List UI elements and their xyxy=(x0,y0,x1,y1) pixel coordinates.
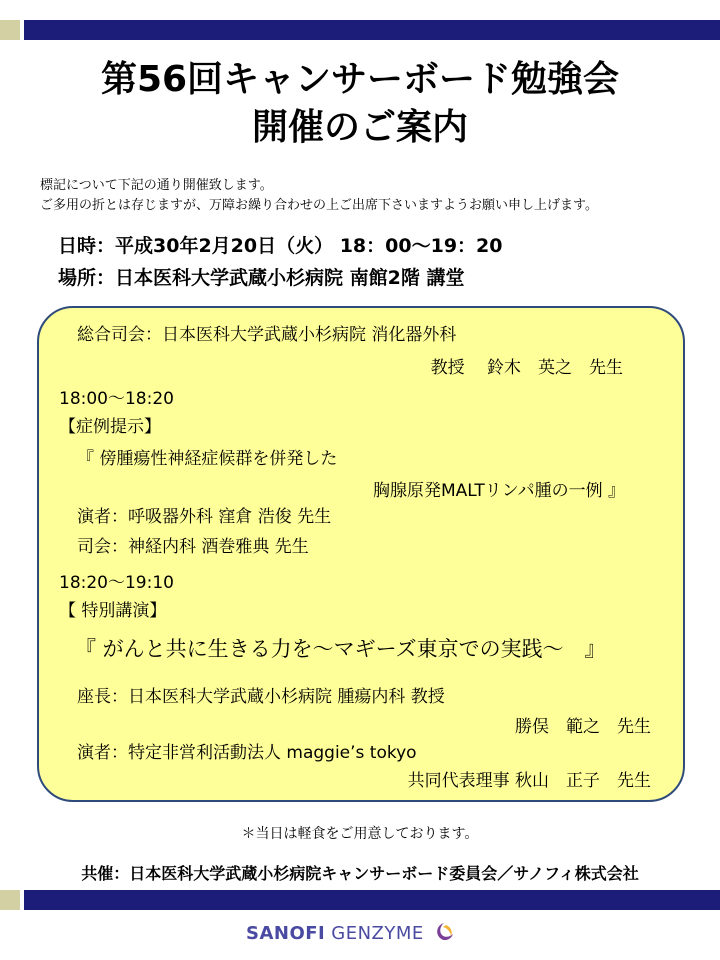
logo-brand-sanofi: SANOFI xyxy=(246,922,326,944)
session1-speaker: 演者：呼吸器外科 窪倉 浩俊 先生 xyxy=(77,507,332,527)
logo-brand-genzyme: GENZYME xyxy=(331,922,424,944)
event-datetime: 日時：平成30年2月20日（火） 18：00～19：20 xyxy=(58,235,503,257)
bar-navy-strip xyxy=(24,20,720,40)
cohost-line: 共催：日本医科大学武蔵小杉病院キャンサーボード委員会／サノフィ株式会社 xyxy=(81,864,639,883)
program-box xyxy=(37,306,685,802)
session1-title-line1: 『 傍腫瘍性神経症候群を併発した xyxy=(77,449,338,469)
page-title-line2: 開催のご案内 xyxy=(251,107,468,148)
refreshments-note: ＊当日は軽食をご用意しております。 xyxy=(241,826,479,842)
session1-time: 18:00～18:20 xyxy=(59,389,174,409)
bar-accent-square xyxy=(0,20,20,40)
sanofi-swirl-icon xyxy=(432,921,456,945)
top-decoration-bar xyxy=(0,20,720,40)
session1-label: 【症例提示】 xyxy=(59,417,161,437)
session2-speaker: 演者：特定非営利活動法人 maggie’s tokyo xyxy=(77,743,417,763)
session1-chair: 司会：神経内科 酒巻雅典 先生 xyxy=(77,537,309,557)
page-title-line1: 第56回キャンサーボード勉強会 xyxy=(100,59,620,100)
bar-accent-square xyxy=(0,890,20,910)
session2-chair-name: 勝俣 範之 先生 xyxy=(515,717,651,737)
session2-title: 『 がんと共に生きる力を～マギーズ東京での実践～ 』 xyxy=(75,637,606,661)
general-mc-name: 教授 鈴木 英之 先生 xyxy=(430,358,623,378)
event-venue: 場所：日本医科大学武蔵小杉病院 南館2階 講堂 xyxy=(58,267,465,289)
intro-line2: ご多用の折とは存じますが、万障お繰り合わせの上ご出席下さいますようお願い申し上げます。 xyxy=(40,198,598,213)
session2-chair: 座長：日本医科大学武蔵小杉病院 腫瘍内科 教授 xyxy=(77,687,445,707)
bottom-decoration-bar xyxy=(0,890,720,910)
session2-label: 【 特別講演】 xyxy=(59,601,167,621)
bar-navy-strip xyxy=(24,890,720,910)
intro-line1: 標記について下記の通り開催致します。 xyxy=(40,178,273,193)
general-mc: 総合司会：日本医科大学武蔵小杉病院 消化器外科 xyxy=(77,325,457,345)
session2-time: 18:20～19:10 xyxy=(59,573,174,593)
session1-title-line2: 胸腺原発MALTリンパ腫の一例 』 xyxy=(372,481,625,501)
sanofi-genzyme-logo xyxy=(246,920,456,946)
session2-speaker-name: 共同代表理事 秋山 正子 先生 xyxy=(407,771,651,791)
